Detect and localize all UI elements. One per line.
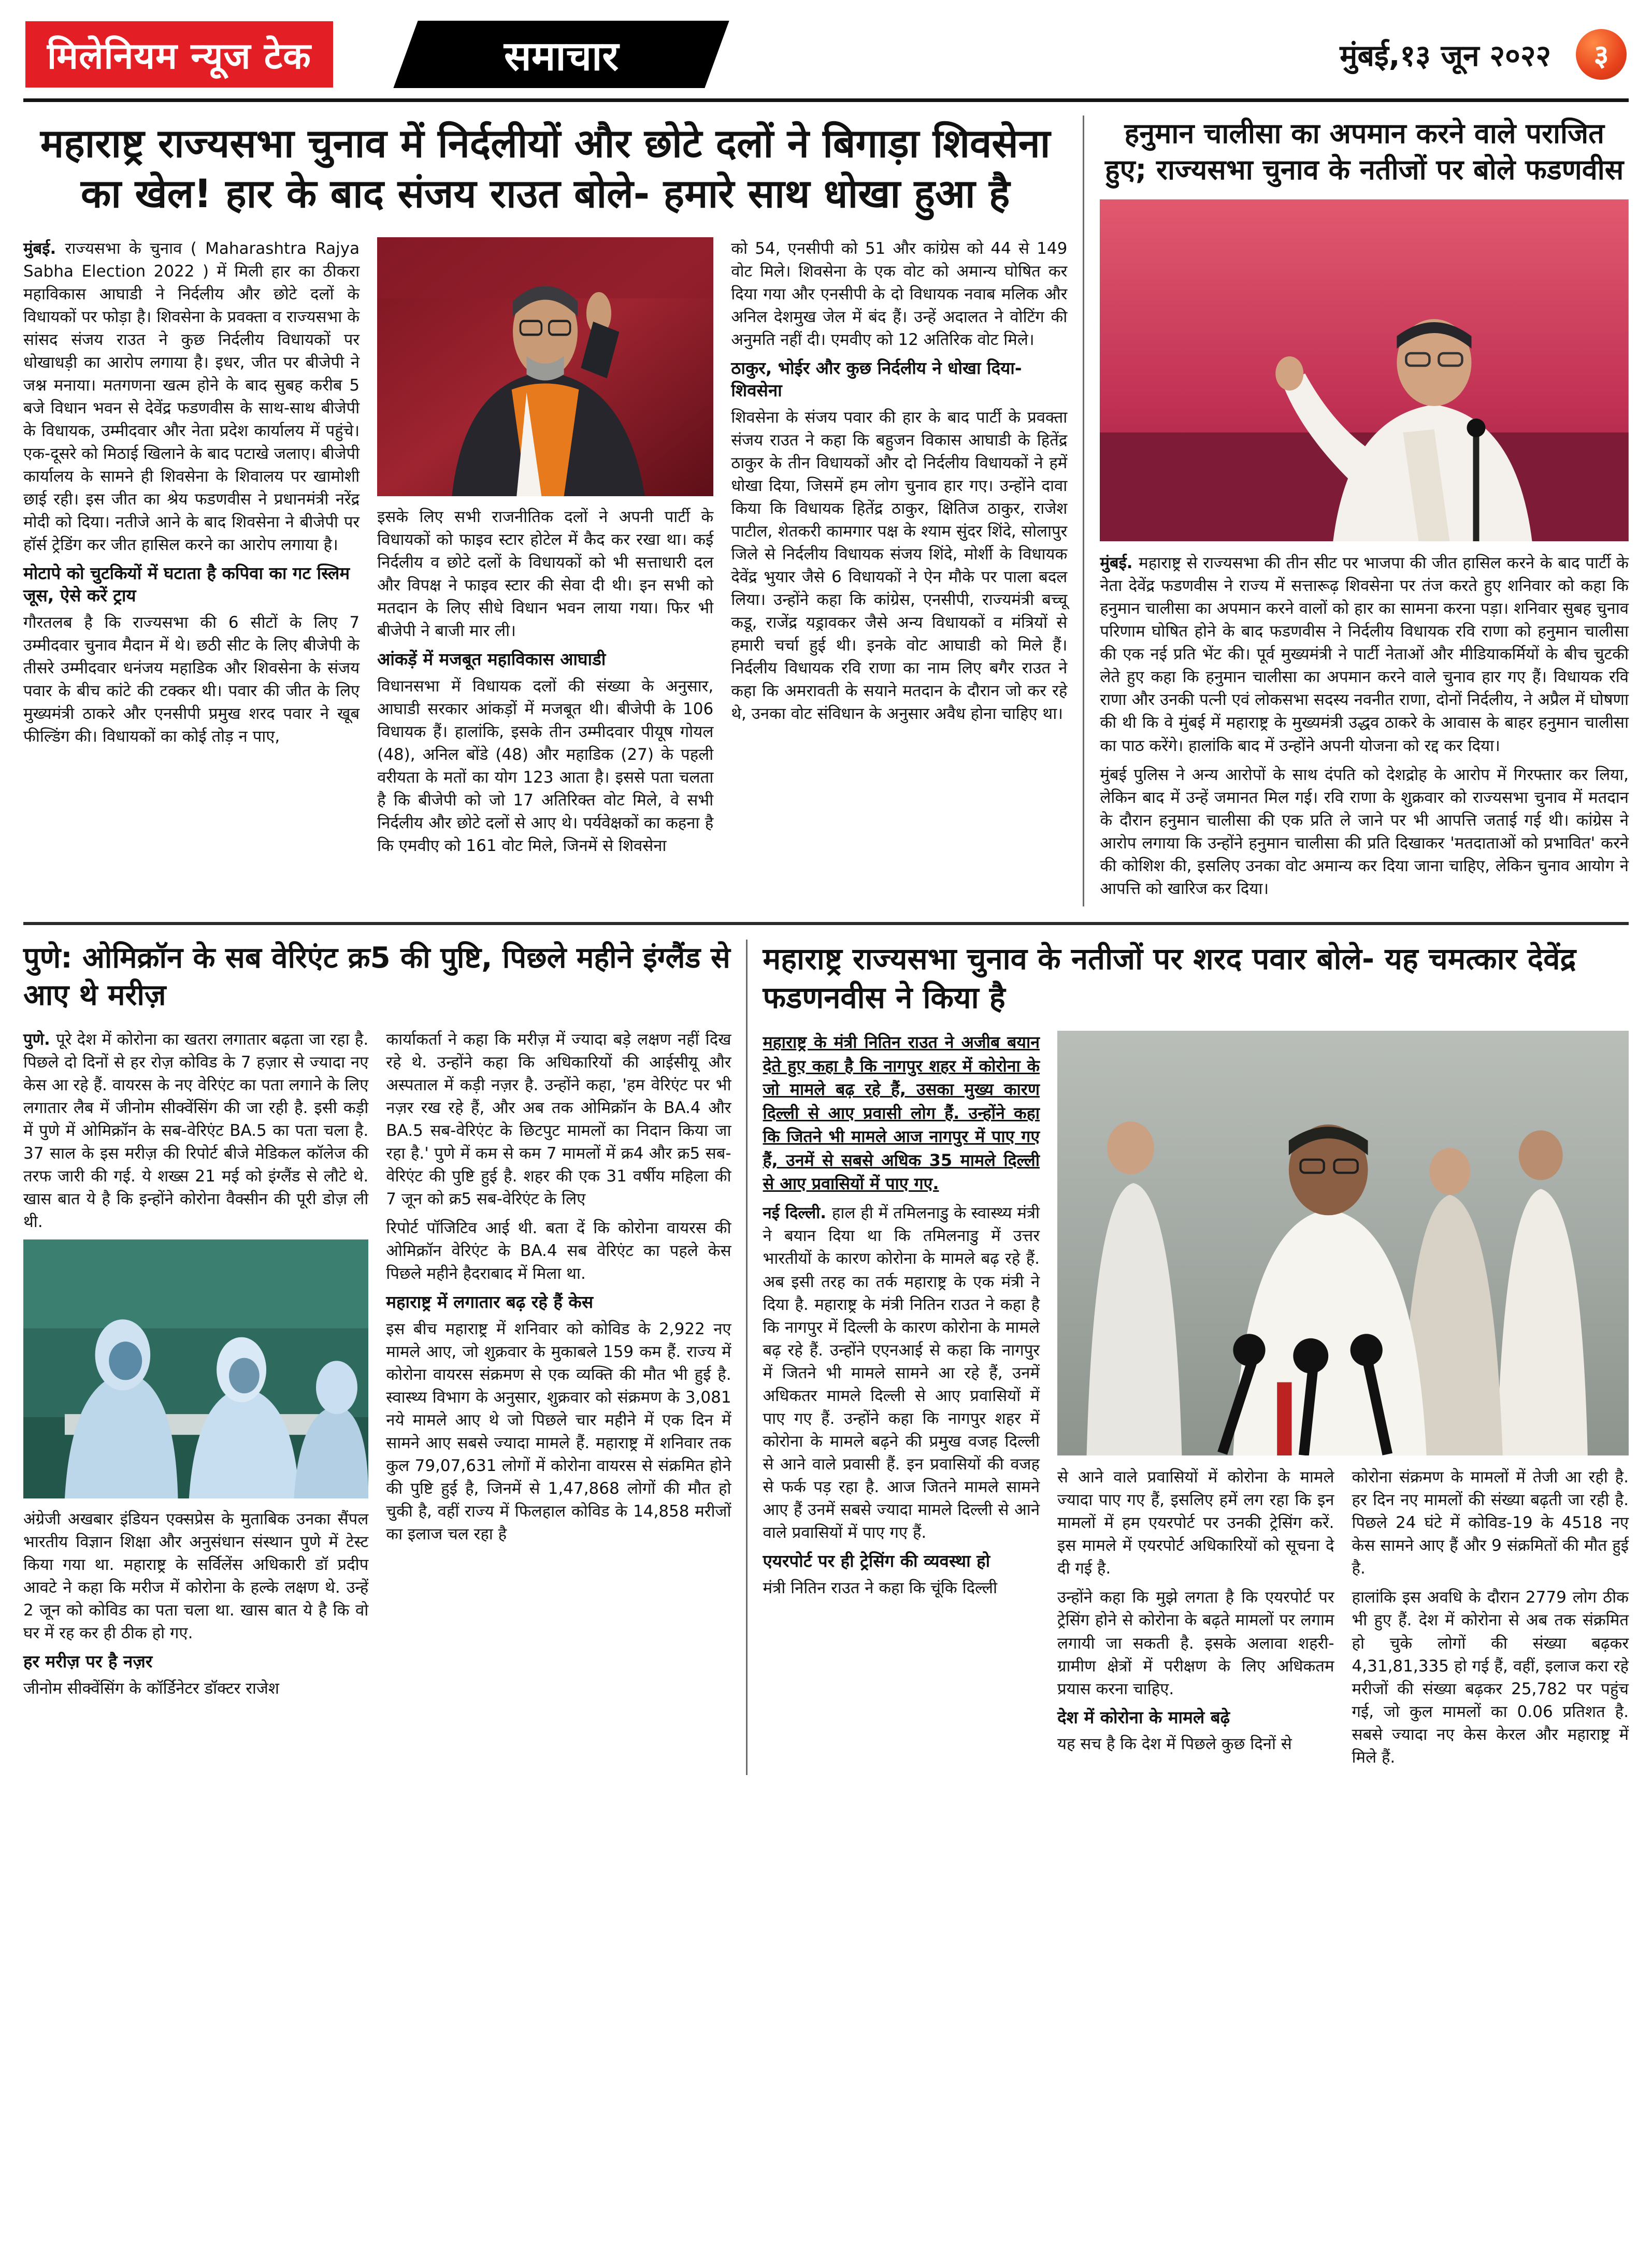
nitin-raut-press-photo <box>1057 1031 1629 1455</box>
photo-graphic <box>377 237 713 496</box>
article-paragraph: शिवसेना के संजय पवार की हार के बाद पार्टी के प्रवक्ता संजय राउत ने कहा कि बहुजन विकास आघाडी के हितेंद्र ठाकुर के तीन विधायकों और दो निर्दलीय विधायकों ने हमें धोखा दिया, जिसमें हम लोग चुनाव हार गए। उन्होंने दावा किया कि विधायक हितेंद्र ठाकुर, क्षितिज ठाकुर, राजेश पाटील, शेतकरी कामगार पक्ष के श्याम सुंदर शिंदे, सोलापुर जिले से निर्दलीय विधायक संजय शिंदे, मोर्शी के विधायक देवेंद्र भुयार जैसे 6 विधायकों ने ऐन मौके पर पाला बदल लिया। उन्होंने कहा कि कांग्रेस, एनसीपी, राज्यमंत्री बच्चू कडू, राजेंद्र यड्रावकर जैसे अन्य विधायकों व मंत्रियों से हमारी चर्चा हुई थी। इनके वोट आघाडी को मिले हैं। निर्दलीय विधायक रवि राणा का नाम लिए बगैर राउत ने कहा कि अमरावती के सयाने मतदान के दौरान जो कर रहे थे, उनका वोट संविधान के अनुसार अवैध होना चाहिए था। <box>731 408 1068 724</box>
article-column-2-text <box>377 506 713 857</box>
sub-headline: एयरपोर्ट पर ही ट्रेसिंग की व्यवस्था हो <box>763 1550 990 1571</box>
article-headline: हनुमान चालीसा का अपमान करने वाले पराजित हुए; राज्यसभा चुनाव के नतीजों पर बोले फडणवीस <box>1105 117 1624 186</box>
article-paragraph: मंत्री नितिन राउत ने कहा कि चूंकि दिल्ली <box>763 1578 998 1597</box>
photo-graphic <box>1100 199 1629 541</box>
edition-dateline: मुंबई,१३ जून २०२२ <box>1340 39 1551 73</box>
article-paragraph: अंग्रेजी अखबार इंडियन एक्सप्रेस के मुताबिक उनका सैंपल भारतीय विज्ञान शिक्षा और अनुसंधान संस्थान पुणे में टेस्ट किया गया था. महाराष्ट्र के सर्विलेंस अधिकारी डॉ प्रदीप आवटे ने कहा कि मरीज में कोरोना के हल्के लक्षण थे. उन्हें 2 जून को कोविड का पता चला था. खास बात ये है कि वो घर में रह कर ही ठीक हो गए. <box>23 1510 369 1643</box>
sub-headline: हर मरीज़ पर है नज़र <box>23 1651 153 1672</box>
top-section <box>23 102 1629 906</box>
article-paragraph: इसके लिए सभी राजनीतिक दलों ने अपनी पार्टी के विधायकों को फाइव स्टार होटेल में कैद कर रखा था। कई निर्दलीय व छोटे दलों के विधायकों को भी सत्ताधारी दल और विपक्ष ने फाइव स्टार की सेवा दी थी। इन सभी को मतदान के लिए सीधे विधान भवन लाया गया। फिर भी बीजेपी ने बाजी मार ली। <box>377 508 714 641</box>
photo-graphic <box>23 1239 368 1498</box>
article-headline: पुणे: ओमिक्रॉन के सब वेरिएंट क्र5 की पुष्टि, पिछले महीने इंग्लैंड से आए थे मरीज़ <box>23 941 730 1013</box>
article-paragraph: यह सच है कि देश में पिछले कुछ दिनों से <box>1057 1735 1292 1754</box>
article-paragraph: मुंबई. राज्यसभा के चुनाव ( Maharashtra Rajya Sabha Election 2022 ) में मिली हार का ठीकरा महाविकास आघाडी ने निर्दलीय और छोटे दलों के विधायकों पर फोड़ा है। शिवसेना के प्रवक्ता व राज्यसभा के सांसद संजय राउत ने कुछ निर्दलीय विधायकों पर धोखाधड़ी का आरोप लगाया है। इधर, जीत पर बीजेपी ने जश्न मनाया। मतगणना खत्म होने के बाद सुबह करीब 5 बजे विधान भवन से देवेंद्र फडणवीस के साथ-साथ बीजेपी के विधायक, उम्मीदवार और नेता प्रदेश कार्यालय में पहुंचे। एक-दूसरे को मिठाई खिलाने के बाद पटाखे जलाए। बीजेपी कार्यालय के सामने ही शिवसेना के शिवालय पर खामोशी छाई रही। इस जीत का श्रेय फडणवीस ने प्रधानमंत्री नरेंद्र मोदी को दिया। नतीजे आने के बाद शिवसेना ने बीजेपी पर हॉर्स ट्रेडिंग कर जीत हासिल करने का आरोप लगाया है। <box>23 239 360 555</box>
article-headline: महाराष्ट्र राज्यसभा चुनाव में निर्दलीयों और छोटे दलों ने बिगाड़ा शिवसेना का खेल! हार के बाद संजय राउत बोले- हमारे साथ धोखा हुआ है <box>40 120 1051 217</box>
article-column-2 <box>1057 1466 1334 1775</box>
sub-headline: आंकड़ें में मजबूत महाविकास आघाडी <box>377 649 606 670</box>
article-paragraph: मुंबई पुलिस ने अन्य आरोपों के साथ दंपति को देशद्रोह के आरोप में गिरफ्तार कर लिया, लेकिन बाद में उन्हें जमानत मिल गई। रवि राणा के शुक्रवार को राज्यसभा चुनाव में मतदान के दौरान हनुमान चालीसा की एक प्रति ले जाने पर भी आपत्ति जताई गई थी। कांग्रेस ने आरोप लगाया कि उन्होंने हनुमान चालीसा की प्रति दिखाकर 'मतदाताओं को प्रभावित' करने की कोशिश की, इसलिए उनका वोट अमान्य कर दिया जाना चाहिए, लेकिन चुनाव आयोग ने आपत्ति को खारिज कर दिया। <box>1100 765 1629 898</box>
article-paragraph: से आने वाले प्रवासियों में कोरोना के मामले ज्यादा पाए गए हैं, इसलिए हमें लग रहा कि इन मामलों में हम एयरपोर्ट पर उनकी ट्रेसिंग करें. इस मामले में एयरपोर्ट अधिकारियों को सूचना दे दी गई है. <box>1057 1468 1334 1578</box>
article-column-1 <box>763 1031 1040 1775</box>
article-headline: महाराष्ट्र राज्यसभा चुनाव के नतीजों पर शरद पवार बोले- यह चमत्कार देवेंद्र फडणनवीस ने किया है <box>763 941 1576 1015</box>
page-number-badge: ३ <box>1576 29 1627 80</box>
article-paragraph: उन्होंने कहा कि मुझे लगता है कि एयरपोर्ट पर ट्रेसिंग होने से कोरोना के बढ़ते मामलों पर लगाम लगायी जा सकती है. इसके अलावा शहरी-ग्रामीण क्षेत्रों में परीक्षण के लिए अधिकतम प्रयास करना चाहिए. <box>1057 1588 1334 1698</box>
section-banner <box>393 21 729 88</box>
devendra-fadnavis-photo <box>1100 199 1629 541</box>
sanjay-raut-photo <box>377 237 713 496</box>
photo-graphic <box>1057 1031 1629 1455</box>
article-omicron <box>23 940 746 1775</box>
article-paragraph: विधानसभा में विधायक दलों की संख्या के अनुसार, आघाडी सरकार आंकड़ों में मजबूत थी। बीजेपी के 106 विधायक हैं। हालांकि, इसके तीन उम्मीदवार पीयूष गोयल (48), अनिल बोंडे (48) और महाडिक (27) के पहली वरीयता के मतों का योग 123 आता है। इससे पता चलता है कि बीजेपी को जो 17 अतिरिक्त वोट मिले, वे सभी निर्दलीय और छोटे दलों से आए थे। पर्यवेक्षकों का कहना है कि एमवीए को 161 वोट मिले, जिनमें से शिवसेना <box>377 677 714 856</box>
article-column-1-intro <box>23 1028 368 1233</box>
article-column-1 <box>23 237 360 863</box>
article-column-1-rest <box>23 1508 368 1700</box>
article-paragraph: पुणे. पूरे देश में कोरोना का खतरा लगातार बढ़ता जा रहा है. पिछले दो दिनों से हर रोज़ कोविड के 7 हज़ार से ज्यादा नए केस आ रहे हैं. वायरस के नए वेरिएंट का पता लगाने के लिए लगातार लैब में जीनोम सीक्वेंसिंग की जा रही है. इसी कड़ी में पुणे में ओमिक्रॉन के सब-वेरिएंट BA.5 का पता चला है. 37 साल के इस मरीज़ की रिपोर्ट बीजे मेडिकल कॉलेज की तरफ जारी की गई. ये शख्स 21 मई को इंग्लैंड से लौटे थे. खास बात ये है कि इन्होंने कोरोना वैक्सीन की पूरी डोज़ ली थी. <box>23 1030 369 1232</box>
article-paragraph: मुंबई. महाराष्ट्र से राज्यसभा की तीन सीट पर भाजपा की जीत हासिल करने के बाद पार्टी के नेता देवेंद्र फडणवीस ने राज्य में सत्तारूढ़ शिवसेना पर तंज करते हुए शनिवार को कहा कि हनुमान चालीसा का अपमान करने वालों को हार का सामना करना पड़ा। शनिवार सुबह चुनाव परिणाम घोषित होने के बाद फडणवीस ने निर्दलीय विधायक रवि राणा को हनुमान चालीसा की एक नई प्रति भेंट की। पूर्व मुख्यमंत्री ने पार्टी नेताओं और मीडियाकर्मियों के बीच चुटकी लेते हुए कहा कि हनुमान चालीसा का अपमान करने वाले चुनाव हार गए हैं। विधायक रवि राणा और उनकी पत्नी एवं लोकसभा सदस्य नवनीत राणा, दोनों निर्दलीय, ने अप्रैल में घोषणा की थी कि वे मुंबई में महाराष्ट्र के मुख्यमंत्री उद्धव ठाकरे के आवास के बाहर हनुमान चालीसा का पाठ करेंगे। हालांकि बाद में उन्होंने अपनी योजना को रद्द कर दिया। <box>1100 554 1629 755</box>
masthead-divider <box>23 98 1629 102</box>
sub-headline: मोटापे को चुटकियों में घटाता है कपिवा का गट स्लिम जूस, ऐसे करें ट्राय <box>23 563 350 606</box>
article-paragraph: नई दिल्ली. हाल ही में तमिलनाडु के स्वास्थ्य मंत्री ने बयान दिया था कि तमिलनाडु में उत्तर भारतीयों के कारण कोरोना के मामले बढ़ रहे हैं. अब इसी तरह का तर्क महाराष्ट्र के एक मंत्री ने दिया है. महाराष्ट्र के मंत्री नितिन राउत ने कहा है कि नागपुर में दिल्ली के कारण कोरोना के मामले बढ़ रहे हैं. उन्होंने एएनआई से कहा कि नागपुर में जितने भी मामले सामने आ रहे हैं, उनमें अधिकतर मामले दिल्ली से आए प्रवासियों में पाए गए हैं. उन्होंने कहा कि नागपुर शहर में कोरोना के मामले बढ़ने की प्रमुख वजह दिल्ली से आने वाले प्रवासी हैं. इन प्रवासियों की वजह से फर्क पड़ रहा है. आज जितने मामले सामने आए हैं उनमें सबसे ज्यादा मामले दिल्ली से आने वाले प्रवासियों में पाए गए हैं. <box>763 1204 1040 1542</box>
article-paragraph: इस बीच महाराष्ट्र में शनिवार को कोविड के 2,922 नए मामले आए, जो शुक्रवार के मुकाबले 159 कम हैं. राज्य में कोरोना वायरस संक्रमण से एक व्यक्ति की मौत भी हुई है. स्वास्थ्य विभाग के अनुसार, शुक्रवार को संक्रमण के 3,081 नये मामले आए थे जो पिछले चार महीने में एक दिन में सामने आए सबसे ज्यादा मामले हैं. महाराष्ट्र में शनिवार तक कुल 79,07,631 लोगों में कोरोना वायरस से संक्रमित होने की पुष्टि हुई है, जिनमें से 1,47,868 लोगों की मौत हो चुकी है, वहीं राज्य में फिलहाल कोविड के 14,858 मरीजों का इलाज चल रहा है <box>386 1320 731 1544</box>
article-paragraph: जीनोम सीक्वेंसिंग के कॉर्डिनेटर डॉक्टर राजेश <box>23 1679 279 1698</box>
article-column-3 <box>731 237 1067 863</box>
medical-workers-photo <box>23 1239 368 1498</box>
sub-headline: देश में कोरोना के मामले बढ़े <box>1057 1707 1230 1727</box>
article-body <box>1100 552 1629 900</box>
bottom-section <box>23 922 1629 1775</box>
sub-headline: ठाकुर, भोईर और कुछ निर्दलीय ने धोखा दिया-शिवसेना <box>731 358 1022 400</box>
article-fadnavis <box>1083 116 1629 906</box>
article-paragraph: महाराष्ट्र के मंत्री नितिन राउत ने अजीब बयान देते हुए कहा है कि नागपुर शहर में कोरोना के जो मामले बढ़ रहे हैं, उसका मुख्य कारण दिल्ली से आए प्रवासी लोग हैं. उन्होंने कहा कि जितने भी मामले आज नागपुर में पाए गए हैं, उनमें से सबसे अधिक 35 मामले दिल्ली से आए प्रवासियों में पाए गए. <box>763 1032 1040 1194</box>
article-columns <box>23 237 1067 863</box>
article-columns <box>23 1028 731 1706</box>
article-column-1 <box>23 1028 368 1706</box>
article-column-3 <box>1352 1466 1629 1775</box>
article-rajyasabha-result <box>23 116 1083 906</box>
newspaper-brand: मिलेनियम न्यूज टेक <box>25 21 333 88</box>
article-column-2 <box>386 1028 731 1706</box>
article-paragraph: कोरोना संक्रमण के मामलों में तेजी आ रही है. हर दिन नए मामलों की संख्या बढ़ती जा रही है. पिछले 24 घंटे में कोविड-19 के 4518 नए केस सामने आए हैं और 9 संक्रमितों की मौत हुई है. <box>1352 1468 1629 1578</box>
article-column-2 <box>377 237 713 863</box>
masthead <box>23 15 1629 98</box>
article-paragraph: रिपोर्ट पॉजिटिव आई थी. बता दें कि कोरोना वायरस की ओमिक्रॉन वेरिएंट के BA.4 सब वेरिएंट का पहले केस पिछले महीने हैदराबाद में मिला था. <box>386 1219 731 1284</box>
article-pawar-statement <box>746 940 1629 1775</box>
article-paragraph: हालांकि इस अवधि के दौरान 2779 लोग ठीक भी हुए हैं. देश में कोरोना से अब तक संक्रमित हो चुके लोगों की संख्या बढ़कर 4,31,81,335 हो गई हैं, वहीं, इलाज करा रहे मरीजों की संख्या बढ़कर 25,782 पर पहुंच गई, जो कुल मामलों का 0.06 प्रतिशत है. सबसे ज्यादा नए केस केरल और महाराष्ट्र में मिले हैं. <box>1352 1588 1629 1767</box>
section-banner-label: समाचार <box>504 33 619 80</box>
article-paragraph: को 54, एनसीपी को 51 और कांग्रेस को 44 से 149 वोट मिले। शिवसेना के एक वोट को अमान्य घोषित कर दिया गया और एनसीपी के दो विधायक नवाब मलिक और अनिल देशमुख जेल में बंद हैं। उन्हें अदालत ने वोटिंग की अनुमति नहीं दी। एमवीए को 12 अतिरिक वोट मिले। <box>731 239 1068 350</box>
article-paragraph: कार्याकर्ता ने कहा कि मरीज़ में ज्यादा बड़े लक्षण नहीं दिख रहे थे. उन्होंने कहा कि अधिकारियों की आईसीयू और अस्पताल में कड़ी नज़र है. उन्होंने कहा, 'हम वेरिएंट पर भी नज़र रख रहे हैं, और अब तक ओमिक्रॉन के BA.4 और BA.5 सब-वेरिएंट के छिटपुट मामलों का निदान किया जा रहा है.' पुणे में कम से कम 7 मामलों में क्र4 और क्र5 सब-वेरिएंट की पुष्टि हुई है. शहर की एक 31 वर्षीय महिला की 7 जून को क्र5 सब-वेरिएंट के लिए <box>386 1030 731 1209</box>
article-paragraph: गौरतलब है कि राज्यसभा की 6 सीटों के लिए 7 उम्मीदवार चुनाव मैदान में थे। छठी सीट के लिए बीजेपी के तीसरे उम्मीदवार धनंजय महाडिक और शिवसेना के संजय पवार के बीच कांटे की टक्कर थी। पवार की जीत के लिए मुख्यमंत्री ठाकरे और एनसीपी प्रमुख शरद पवार ने खूब फील्डिंग की। विधायकों का कोई तोड़ न पाए, <box>23 613 360 746</box>
article-columns <box>763 1031 1629 1775</box>
sub-headline: महाराष्ट्र में लगातार बढ़ रहे हैं केस <box>386 1292 594 1313</box>
